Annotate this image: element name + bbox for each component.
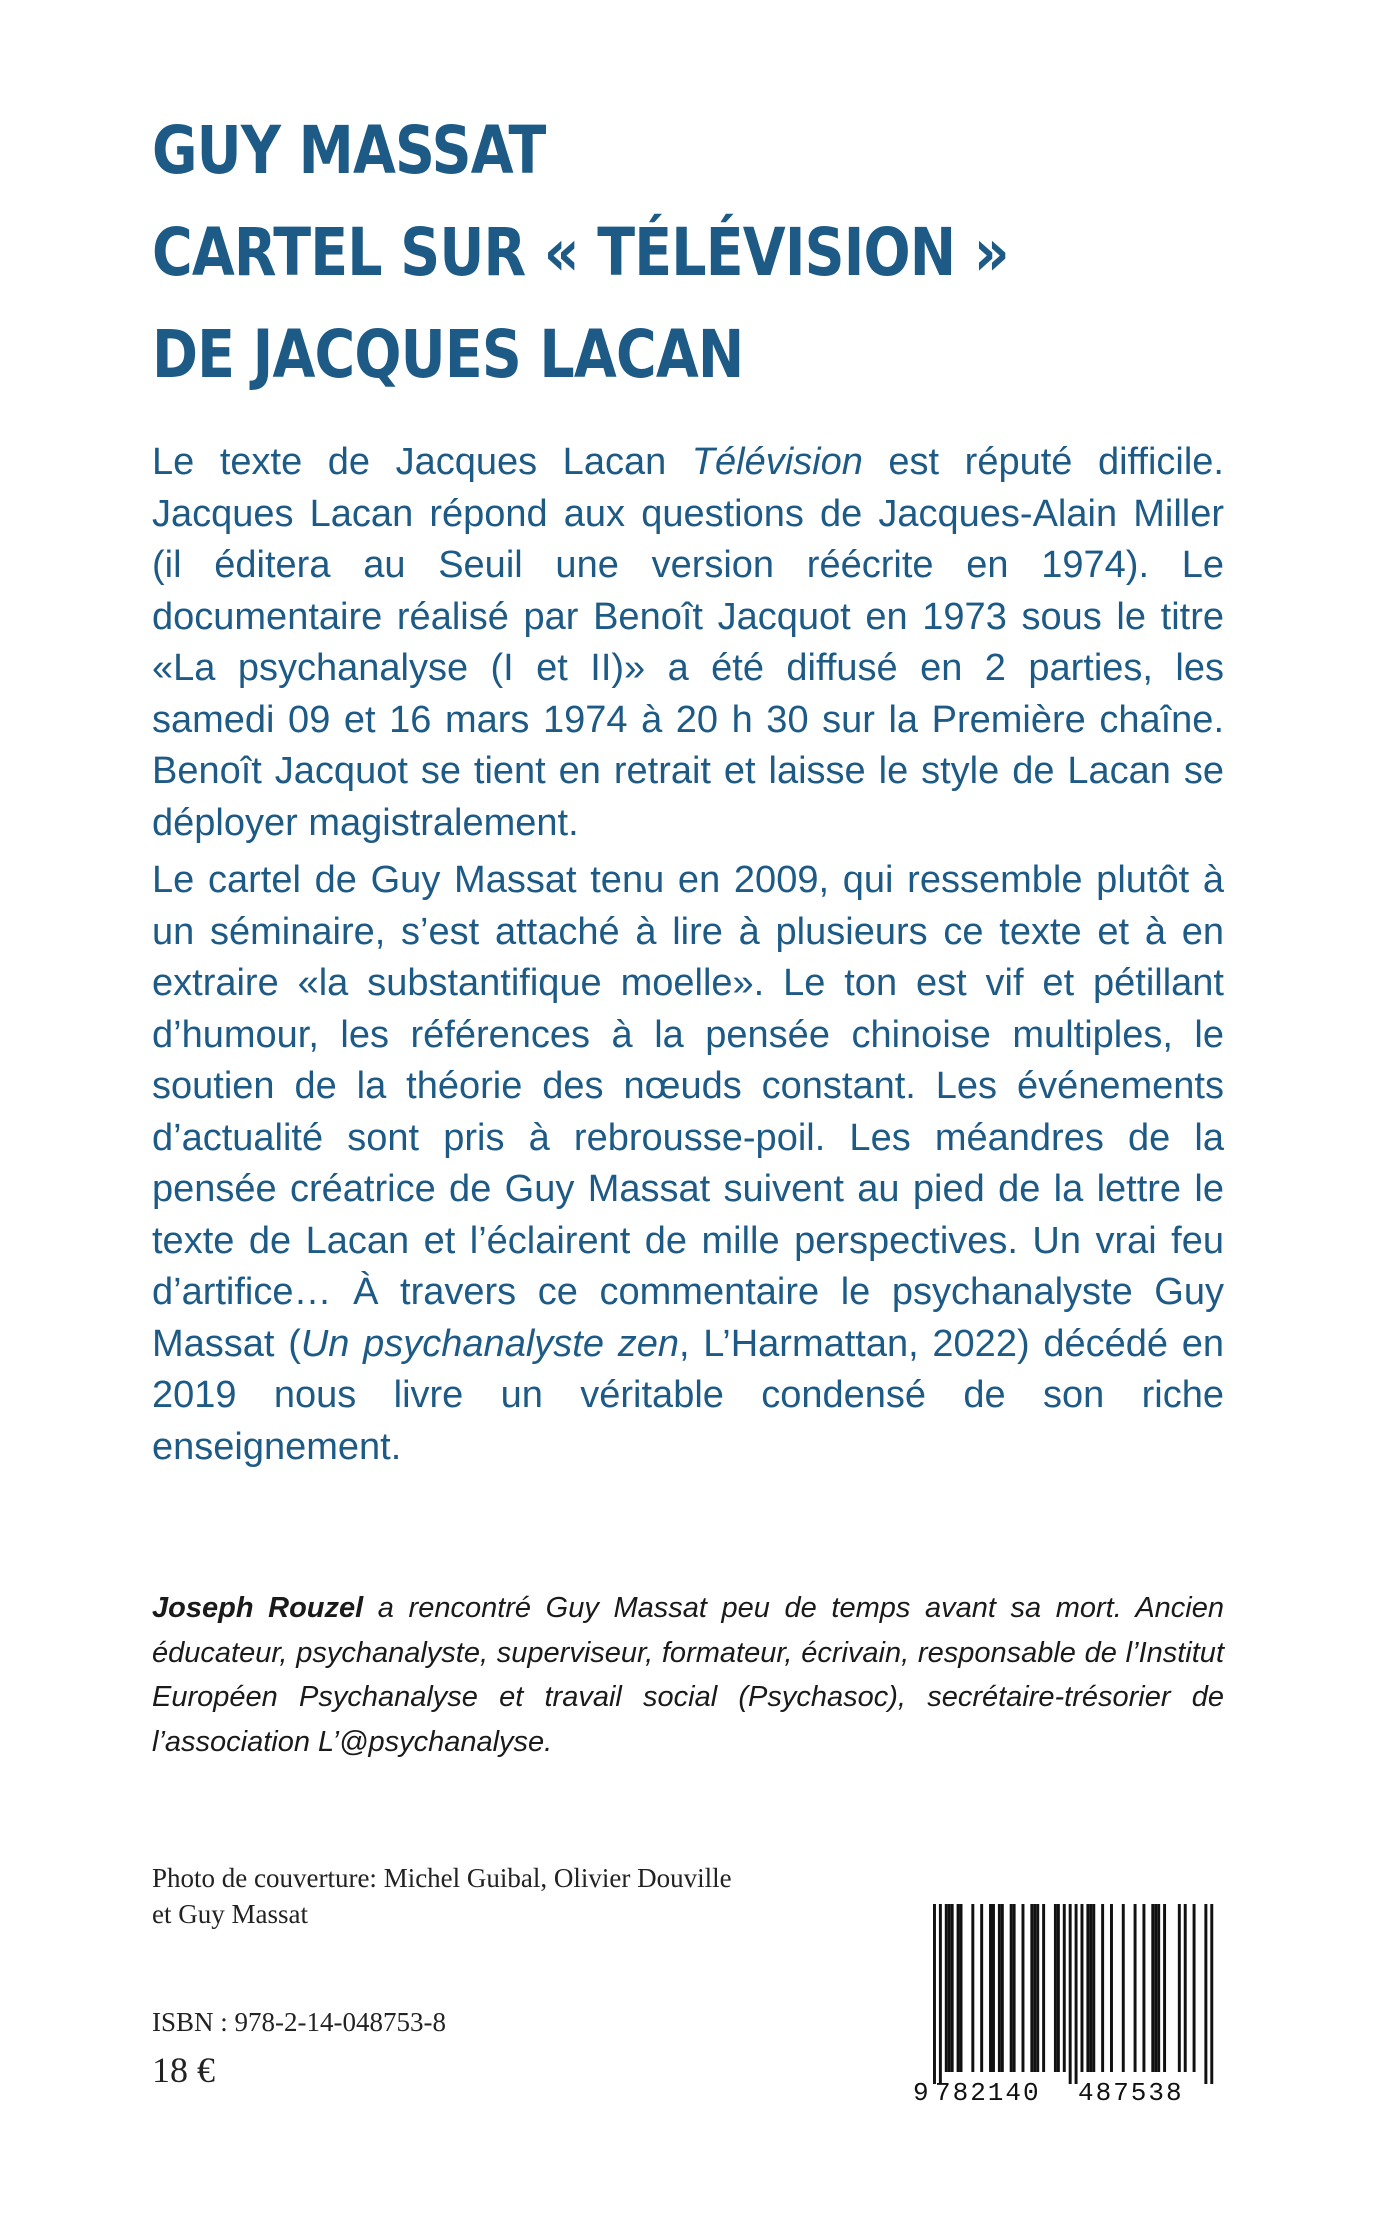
summary-paragraph-1 xyxy=(152,437,1224,849)
barcode-bar xyxy=(1110,1904,1113,2072)
barcode-bar xyxy=(1134,1904,1137,2072)
photo-credit-line-2: et Guy Massat xyxy=(152,1899,308,1929)
barcode-bar xyxy=(957,1904,960,2072)
barcode-bars xyxy=(933,1904,1213,2084)
barcode-bar xyxy=(1089,1904,1092,2072)
isbn: ISBN : 978-2-14-048753-8 xyxy=(152,2007,446,2037)
barcode-bar xyxy=(1063,1904,1066,2072)
barcode-bar xyxy=(1075,1904,1078,2084)
barcode-bar xyxy=(1154,1904,1157,2072)
barcode-bar xyxy=(1022,1904,1025,2072)
barcode-bar xyxy=(1042,1904,1045,2072)
barcode-bar xyxy=(1210,1904,1213,2084)
barcode-bar xyxy=(945,1904,948,2072)
barcode-bar xyxy=(1081,1904,1084,2072)
summary-paragraph-2 xyxy=(152,855,1224,1473)
barcode-bar xyxy=(948,1904,951,2072)
barcode-bar xyxy=(1036,1904,1039,2072)
barcode-bar xyxy=(951,1904,954,2072)
barcode-bar xyxy=(998,1904,1001,2072)
barcode-bar xyxy=(1033,1904,1036,2072)
summary-2-italic-title: Un psychanalyste zen xyxy=(300,1322,679,1365)
barcode-bar xyxy=(939,1904,942,2084)
barcode-bar xyxy=(1157,1904,1160,2072)
summary-1-start: Le texte de Jacques Lacan xyxy=(152,441,692,483)
title-line-lacan: DE JACQUES LACAN xyxy=(152,316,744,393)
summary-2-end: , L’Harmattan, 2022) décédé en 2019 nous livre un véritable condensé de son riche enseignement. xyxy=(152,1322,1224,1468)
price: 18 € xyxy=(152,2050,215,2090)
barcode-bar xyxy=(980,1904,983,2072)
barcode-bar xyxy=(1163,1904,1166,2072)
book-title xyxy=(152,100,1093,406)
title-line-author: GUY MASSAT xyxy=(152,112,546,189)
barcode-bar xyxy=(989,1904,992,2072)
barcode-bar xyxy=(1030,1904,1033,2072)
summary-1-italic-title: Télévision xyxy=(691,441,863,483)
barcode-graphic xyxy=(913,1904,1216,2104)
barcode-bar xyxy=(1069,1904,1072,2084)
photo-credit-line-1: Photo de couverture: Michel Guibal, Olivier Douville xyxy=(152,1863,732,1893)
barcode-left-digits: 782140 xyxy=(935,2078,1041,2104)
barcode-bar xyxy=(1142,1904,1145,2072)
barcode-bar xyxy=(960,1904,963,2072)
barcode-bar xyxy=(1086,1904,1089,2072)
barcode-bar xyxy=(1013,1904,1016,2072)
barcode-bar xyxy=(1193,1904,1196,2072)
barcode-bar xyxy=(1054,1904,1057,2072)
author-name: Joseph Rouzel xyxy=(152,1592,364,1624)
barcode-bar xyxy=(1184,1904,1187,2072)
barcode-bar xyxy=(1092,1904,1095,2072)
barcode-bar xyxy=(1057,1904,1060,2072)
barcode-first-digit: 9 xyxy=(913,2078,929,2104)
barcode-bar xyxy=(1101,1904,1104,2072)
summary-2-start: Le cartel de Guy Massat tenu en 2009, qui ressemble plutôt à un séminaire, s’est attaché à lire à plusieurs ce texte et à en extraire «la substantifique moelle». Le ton est vif et pétillant d’humour, les références à la pensée chinoise multiples, le soutien de la théorie des nœuds constant. Les événements d’actualité sont pris à rebrousse-poil. Les méandres de la pensée créatrice de Guy Massat suivent au pied de la lettre le texte de Lacan et l’éclairent de mille perspectives. Un vrai feu d’artifice… À travers ce commentaire le psychanalyste Guy Massat ( xyxy=(152,859,1224,1365)
photo-credits xyxy=(152,1860,792,1932)
author-bio-text: a rencontré Guy Massat peu de temps avant sa mort. Ancien éducateur, psychanalyste, superviseur, formateur, écrivain, responsable de l’Institut Européen Psychanalyse et travail social (Psychasoc), secrétaire-trésorier de l’association L’@psychanalyse. xyxy=(152,1592,1224,1758)
summary-1-end: est réputé difficile. Jacques Lacan répond aux questions de Jacques-Alain Miller (il éditera au Seuil une version réécrite en 1974). Le documentaire réalisé par Benoît Jacquot en 1973 sous le titre «La psychanalyse (I et II)» a été diffusé en 2 parties, les samedi 09 et 16 mars 1974 à 20 h 30 sur la Première chaîne. Benoît Jacquot se tient en retrait et laisse le style de Lacan se déployer magistralement. xyxy=(152,441,1224,844)
barcode-bar xyxy=(1151,1904,1154,2072)
barcode-bar xyxy=(1001,1904,1004,2072)
barcode-bar xyxy=(971,1904,974,2072)
title-line-cartel: CARTEL SUR « TÉLÉVISION » xyxy=(152,214,1009,291)
barcode-bar xyxy=(1204,1904,1207,2084)
barcode xyxy=(913,1904,1216,2104)
barcode-bar xyxy=(1010,1904,1013,2072)
barcode-bar xyxy=(1122,1904,1125,2072)
barcode-bar xyxy=(1178,1904,1181,2072)
author-bio xyxy=(152,1586,1224,1764)
barcode-bar xyxy=(933,1904,936,2084)
barcode-bar xyxy=(992,1904,995,2072)
barcode-right-digits: 487538 xyxy=(1078,2078,1184,2104)
